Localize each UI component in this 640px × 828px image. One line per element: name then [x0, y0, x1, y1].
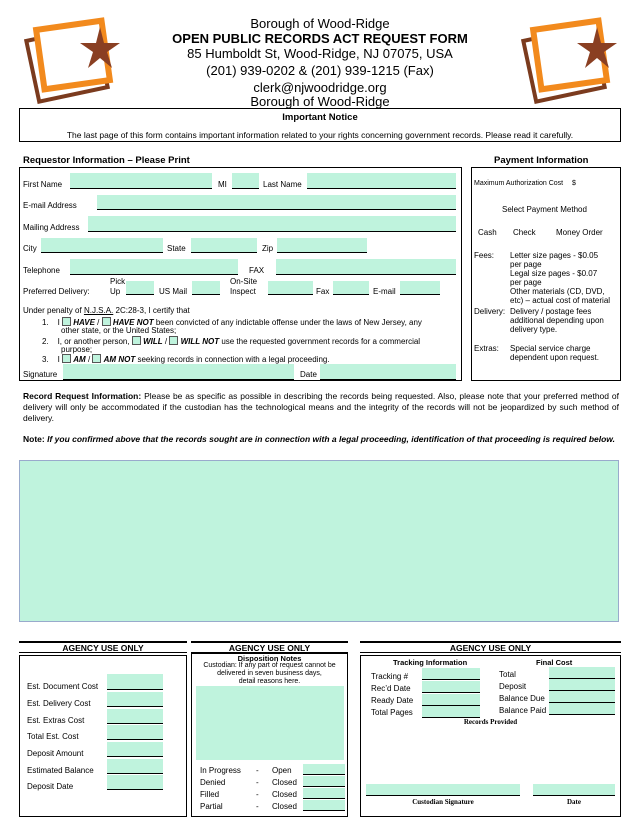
email-label: E-mail Address — [23, 201, 77, 210]
status-left-3: Partial — [200, 802, 223, 811]
cost-input-3[interactable] — [107, 725, 163, 740]
fee-other: Other materials (CD, DVD, — [510, 287, 605, 296]
fee-legal: Legal size pages - $0.07 — [510, 269, 598, 278]
first-name-label: First Name — [23, 180, 63, 189]
disposition-title: Disposition Notes — [237, 654, 302, 663]
email-delivery-label: E-mail — [373, 287, 396, 296]
record-request-info: Record Request Information: Please be as specific as possible in describing the records being requested. Also, please note that your preferred method of delivery will only be accommodated if the custodian has the technological means and the integrity of the records will not be jeopardized by such method of delivery. — [23, 391, 619, 423]
disposition-note-3: detail reasons here. — [238, 678, 301, 685]
am-not-checkbox[interactable] — [92, 354, 101, 363]
final-input-1[interactable] — [549, 679, 615, 691]
will-checkbox[interactable] — [132, 336, 141, 345]
custodian-signature-label: Custodian Signature — [412, 798, 474, 806]
borough-name: Borough of Wood-Ridge — [250, 16, 390, 31]
extras-1: Special service charge — [510, 344, 591, 353]
requestor-section-title: Requestor Information – Please Print — [23, 155, 190, 166]
mailing-address-label: Mailing Address — [23, 223, 80, 232]
tracking-input-1[interactable] — [422, 681, 480, 693]
status-right-2: Closed — [272, 790, 297, 799]
final-label-3: Balance Paid — [499, 706, 547, 715]
state-label: State — [167, 244, 186, 253]
cost-label-1: Est. Delivery Cost — [27, 699, 91, 708]
extras-2: dependent upon request. — [510, 353, 599, 362]
delivery-fee-3: delivery type. — [510, 325, 558, 334]
fee-other-2: etc) – actual cost of material — [510, 296, 611, 305]
tracking-label-0: Tracking # — [371, 672, 409, 681]
custodian-signature-input[interactable] — [366, 784, 520, 796]
cost-input-0[interactable] — [107, 674, 163, 690]
cost-label-0: Est. Document Cost — [27, 682, 99, 691]
status-left-1: Denied — [200, 778, 226, 787]
tracking-label-2: Ready Date — [371, 696, 414, 705]
record-request-textarea[interactable] — [19, 460, 619, 622]
pick-label: Pick — [110, 277, 126, 286]
final-input-3[interactable] — [549, 703, 615, 715]
telephone-input[interactable] — [70, 259, 238, 275]
max-auth-label: Maximum Authorization Cost — [474, 180, 564, 187]
preferred-delivery-label: Preferred Delivery: — [23, 287, 90, 296]
status-right-0: Open — [272, 766, 292, 775]
final-label-0: Total — [499, 670, 516, 679]
cost-label-6: Deposit Date — [27, 782, 74, 791]
notice-text: The last page of this form contains important information related to your rights concerning government records. Please read it carefully. — [66, 130, 574, 140]
final-cost-title: Final Cost — [536, 658, 573, 667]
telephone-label: Telephone — [23, 266, 60, 275]
delivery-fee-2: additional depending upon — [510, 316, 604, 325]
signature-date-input[interactable] — [320, 364, 456, 380]
cost-label-3: Total Est. Cost — [27, 732, 79, 741]
cost-input-5[interactable] — [107, 759, 163, 774]
penalty-text: Under penalty of N.J.S.A. 2C:28-3, I certify that — [23, 306, 190, 315]
zip-input[interactable] — [277, 238, 367, 253]
status-dash-1: - — [256, 778, 259, 787]
status-input-2[interactable] — [303, 788, 345, 799]
final-input-2[interactable] — [549, 691, 615, 703]
email-input[interactable] — [97, 195, 456, 210]
fax-label: FAX — [249, 266, 265, 275]
cert-item-2-cont: purpose; — [61, 345, 93, 354]
cert-item-2: 2. I, or another person, WILL / WILL NOT use the requested government records for a commercial — [42, 337, 421, 346]
am-checkbox[interactable] — [62, 354, 71, 363]
signature-label: Signature — [23, 370, 58, 379]
records-provided-label: Records Provided — [463, 718, 518, 726]
tracking-label-3: Total Pages — [371, 708, 413, 717]
cost-label-2: Est. Extras Cost — [27, 716, 85, 725]
tracking-title: Tracking Information — [393, 658, 468, 667]
state-input[interactable] — [191, 238, 257, 253]
status-right-3: Closed — [272, 802, 297, 811]
agency-header-1: AGENCY USE ONLY — [19, 641, 187, 653]
final-label-1: Deposit — [499, 682, 527, 691]
status-input-3[interactable] — [303, 800, 345, 811]
inspect-label: Inspect — [230, 287, 256, 296]
mi-input[interactable] — [232, 173, 259, 189]
cert-item-3: 3. I AM / AM NOT seeking records in connection with a legal proceeding. — [42, 355, 330, 364]
up-label: Up — [110, 287, 121, 296]
fax-delivery-input[interactable] — [333, 281, 369, 295]
mi-label: MI — [218, 180, 227, 189]
disposition-note-2: delivered in seven business days, — [217, 670, 322, 677]
cost-input-2[interactable] — [107, 709, 163, 724]
mailing-address-input[interactable] — [88, 216, 456, 232]
custodian-date-label: Date — [567, 798, 581, 806]
important-notice-box — [19, 108, 621, 142]
pickup-input[interactable] — [126, 281, 154, 295]
payment-section-title: Payment Information — [494, 155, 589, 166]
max-auth-dollar: $ — [572, 180, 576, 187]
notice-title: Important Notice — [282, 112, 358, 123]
tracking-input-2[interactable] — [422, 694, 480, 706]
cost-label-5: Estimated Balance — [27, 766, 94, 775]
fees-label: Fees: — [474, 251, 495, 260]
legal-proceeding-note: Note: If you confirmed above that the records sought are in connection with a legal proceeding, identification of that proceeding is required below. — [23, 434, 615, 444]
select-payment-label: Select Payment Method — [502, 205, 587, 214]
last-name-label: Last Name — [263, 180, 302, 189]
status-right-1: Closed — [272, 778, 297, 787]
first-name-input[interactable] — [70, 173, 212, 189]
cert-item-1-cont: other state, or the United States; — [61, 326, 177, 335]
payment-cash[interactable]: Cash — [478, 228, 497, 237]
onsite-label: On-Site — [230, 277, 258, 286]
tracking-input-3[interactable] — [422, 706, 480, 718]
cost-input-6[interactable] — [107, 775, 163, 790]
status-left-2: Filled — [200, 790, 220, 799]
status-input-1[interactable] — [303, 776, 345, 787]
final-input-0[interactable] — [549, 667, 615, 679]
tracking-input-0[interactable] — [422, 668, 480, 680]
borough-email: clerk@njwoodridge.org — [253, 80, 387, 95]
borough-address: 85 Humboldt St, Wood-Ridge, NJ 07075, USA — [187, 46, 453, 61]
city-label: City — [23, 244, 37, 253]
fee-letter: Letter size pages - $0.05 — [510, 251, 599, 260]
status-dash-0: - — [256, 766, 259, 775]
borough-phone: (201) 939-0202 & (201) 939-1215 (Fax) — [206, 63, 434, 78]
disposition-notes-input[interactable] — [196, 686, 344, 760]
cost-input-4[interactable] — [107, 742, 163, 757]
payment-check[interactable]: Check — [513, 228, 536, 237]
cert-item-1: 1. I HAVE / HAVE NOT been convicted of any indictable offense under the laws of New Jersey, any — [42, 318, 422, 327]
agency-header-2: AGENCY USE ONLY — [191, 641, 348, 653]
city-input[interactable] — [41, 238, 163, 253]
delivery-fee-1: Delivery / postage fees — [510, 307, 592, 316]
fee-legal-2: per page — [510, 278, 542, 287]
status-left-0: In Progress — [200, 766, 241, 775]
signature-input[interactable] — [63, 364, 294, 380]
will-not-checkbox[interactable] — [169, 336, 178, 345]
agency-header-3: AGENCY USE ONLY — [360, 641, 621, 653]
have-not-checkbox[interactable] — [102, 317, 111, 326]
email-delivery-input[interactable] — [400, 281, 440, 295]
usmail-label: US Mail — [159, 287, 188, 296]
cost-input-1[interactable] — [107, 692, 163, 707]
status-dash-2: - — [256, 790, 259, 799]
onsite-input[interactable] — [268, 281, 313, 295]
custodian-date-input[interactable] — [533, 784, 615, 796]
last-name-input[interactable] — [307, 173, 456, 189]
zip-label: Zip — [262, 244, 274, 253]
fax-input[interactable] — [276, 259, 456, 275]
delivery-fee-label: Delivery: — [474, 307, 506, 316]
borough-name-2: Borough of Wood-Ridge — [250, 94, 390, 109]
final-label-2: Balance Due — [499, 694, 545, 703]
form-title: OPEN PUBLIC RECORDS ACT REQUEST FORM — [172, 31, 468, 46]
disposition-note-1: Custodian: If any part of request cannot be — [203, 662, 336, 669]
payment-money-order[interactable]: Money Order — [556, 228, 603, 237]
status-dash-3: - — [256, 802, 259, 811]
fax-delivery-label: Fax — [316, 287, 330, 296]
signature-date-label: Date — [300, 370, 317, 379]
tracking-label-1: Rec’d Date — [371, 684, 411, 693]
usmail-input[interactable] — [192, 281, 220, 295]
fee-letter-2: per page — [510, 260, 542, 269]
have-checkbox[interactable] — [62, 317, 71, 326]
cost-label-4: Deposit Amount — [27, 749, 84, 758]
extras-label: Extras: — [474, 344, 499, 353]
status-input-0[interactable] — [303, 764, 345, 775]
